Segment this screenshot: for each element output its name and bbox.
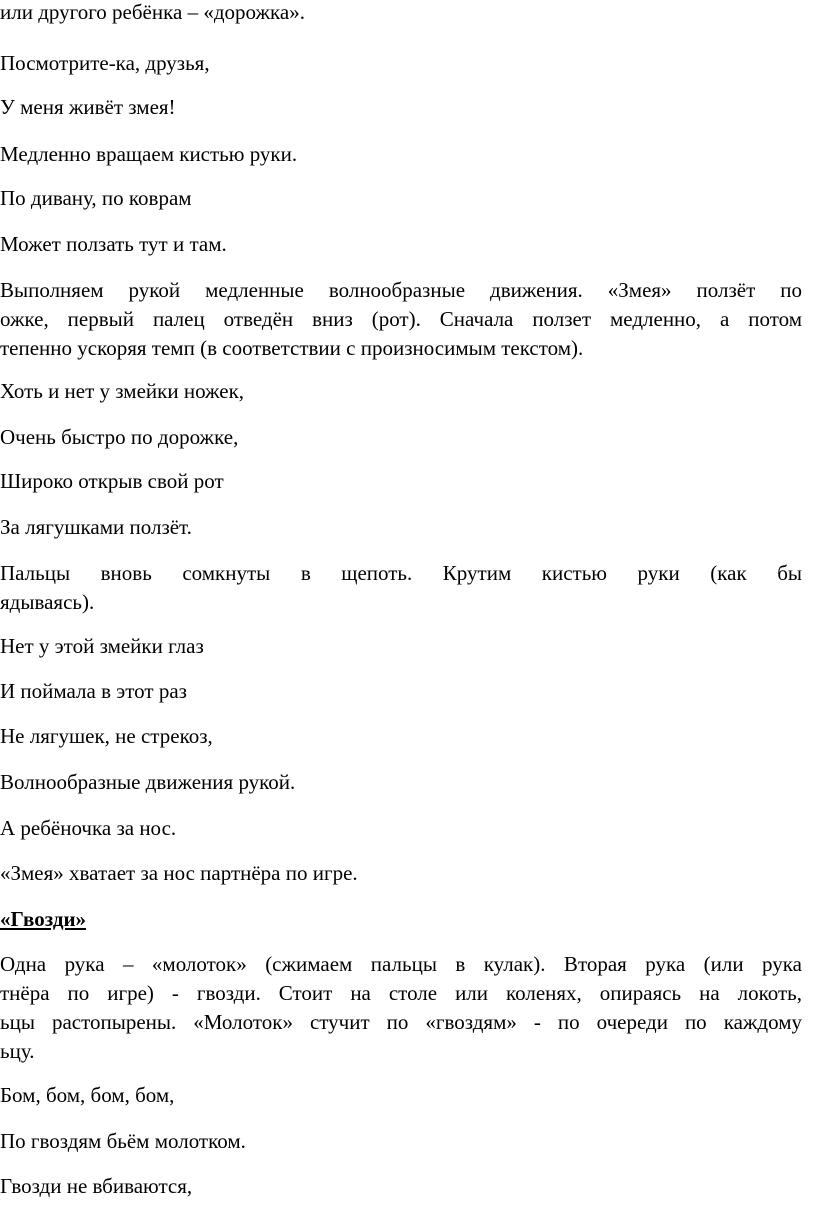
paragraph-line: ожке, первый палец отведён вниз (рот). Сначала ползет медленно, а потом	[0, 307, 802, 331]
paragraph-line: ьцы растопырены. «Молоток» стучит по «гвоздям» - по очереди по каждому	[0, 1010, 802, 1034]
paragraph-line: тепенно ускоряя темп (в соответствии с произносимым текстом).	[0, 336, 584, 360]
text-line: По дивану, по коврам	[0, 186, 192, 210]
text-line: Хоть и нет у змейки ножек,	[0, 379, 245, 403]
text-line: Может ползать тут и там.	[0, 232, 227, 256]
text-line: Широко открыв свой рот	[0, 469, 224, 493]
text-line: Гвозди не вбиваются,	[0, 1174, 193, 1198]
text-line: И поймала в этот раз	[0, 679, 187, 703]
paragraph-line: ьцу.	[0, 1039, 35, 1063]
text-line: Очень быстро по дорожке,	[0, 425, 239, 449]
text-line: Нет у этой змейки глаз	[0, 634, 204, 658]
paragraph	[0, 559, 802, 617]
text-line: За лягушками ползёт.	[0, 515, 192, 539]
text-line: Посмотрите-ка, друзья,	[0, 51, 210, 75]
paragraph-line: тнёра по игре) - гвозди. Стоит на столе или коленях, опираясь на локоть,	[0, 981, 802, 1005]
section-heading: «Гвозди»	[0, 907, 87, 931]
text-line: «Змея» хватает за нос партнёра по игре.	[0, 861, 358, 885]
paragraph-line: Выполняем рукой медленные волнообразные движения. «Змея» ползёт по	[0, 278, 802, 302]
text-line: Медленно вращаем кистью руки.	[0, 142, 298, 166]
paragraph-line: ядываясь).	[0, 590, 95, 614]
paragraph	[0, 276, 802, 363]
paragraph-line: Пальцы вновь сомкнуты в щепоть. Крутим кистью руки (как бы	[0, 561, 802, 585]
text-line: Не лягушек, не стрекоз,	[0, 724, 213, 748]
text-line: У меня живёт змея!	[0, 95, 176, 119]
text-line: А ребёночка за нос.	[0, 816, 177, 840]
paragraph-line: Одна рука – «молоток» (сжимаем пальцы в кулак). Вторая рука (или рука	[0, 952, 802, 976]
text-line: Волнообразные движения рукой.	[0, 770, 296, 794]
text-line: Бом, бом, бом, бом,	[0, 1083, 175, 1107]
paragraph	[0, 950, 802, 1066]
text-line: По гвоздям бьём молотком.	[0, 1129, 246, 1153]
text-line: или другого ребёнка – «дорожка».	[0, 0, 305, 24]
